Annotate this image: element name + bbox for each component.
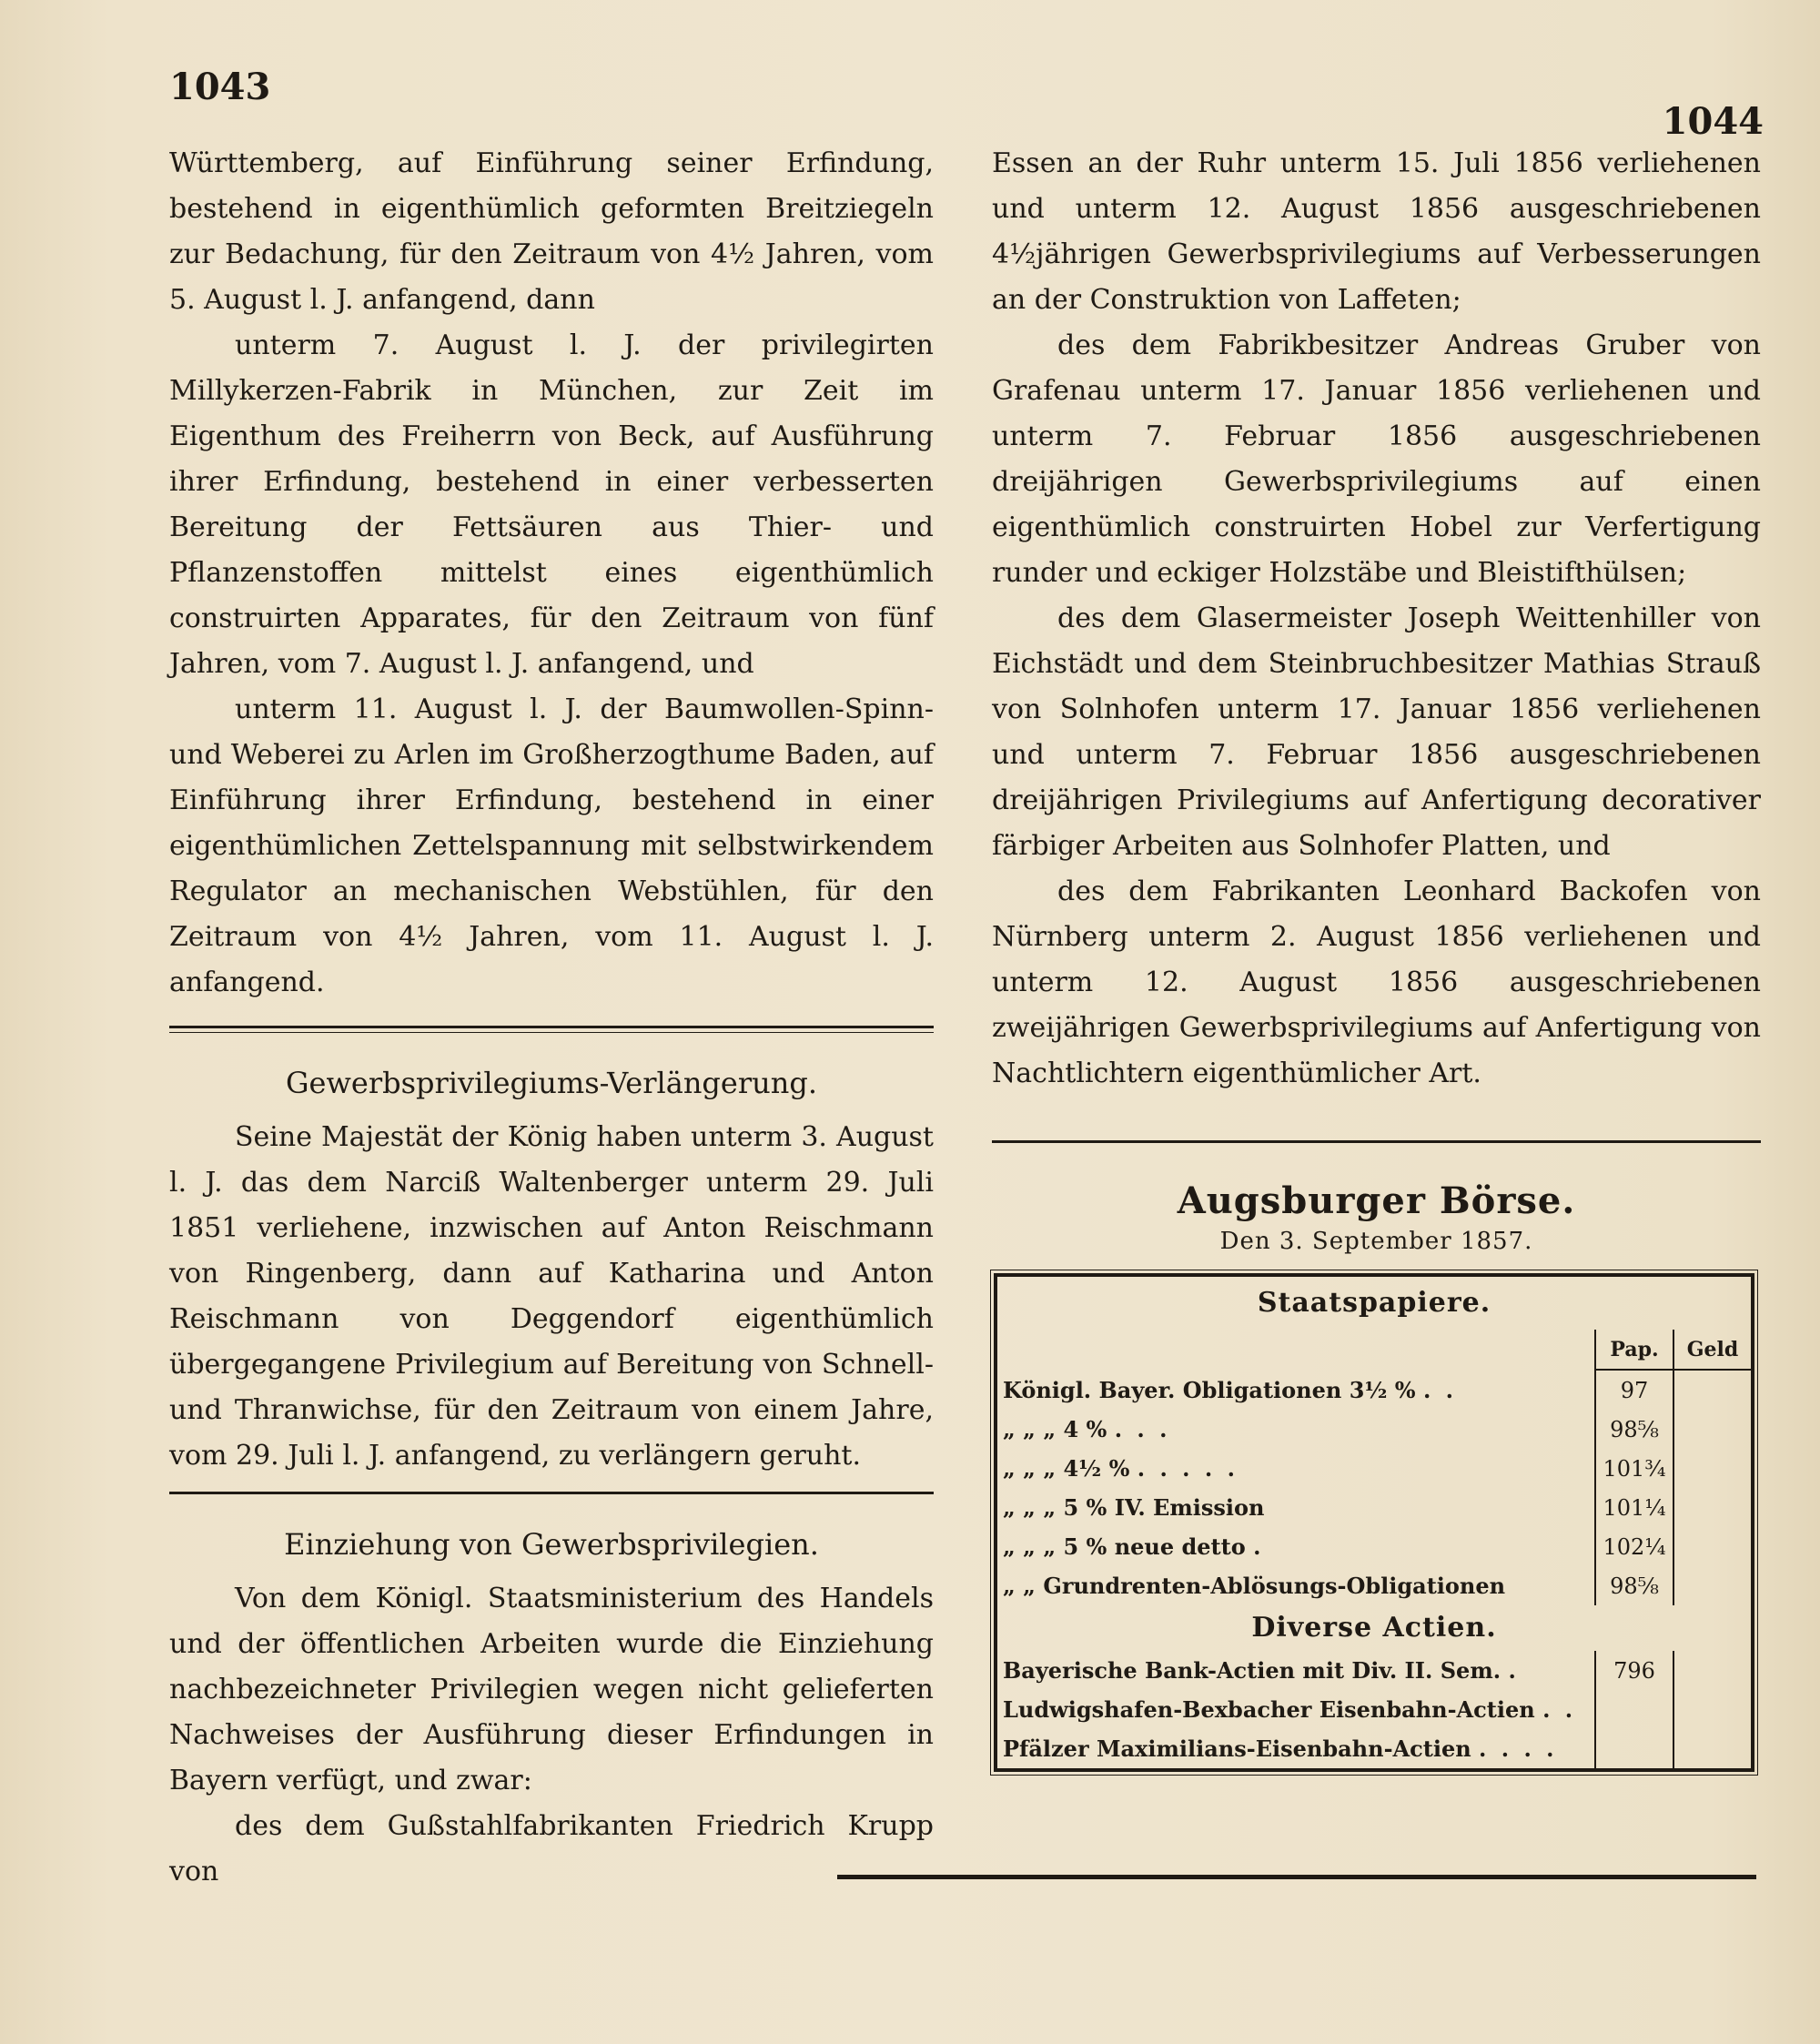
security-name-text: „ „ „ 5 % IV. Emission [1003,1494,1265,1521]
page-number-right: 1044 [1662,100,1764,143]
geld-value [1673,1370,1751,1410]
table-row [997,1370,1751,1410]
security-name-text: Pfälzer Maximilians-Eisenbahn-Actien [1003,1735,1471,1762]
table-row [997,1651,1751,1690]
pap-value: 98⅝ [1595,1410,1673,1449]
security-name [997,1651,1595,1690]
pap-value: 102¼ [1595,1527,1673,1566]
table-row [997,1410,1751,1449]
table-row [997,1566,1751,1605]
pap-value: 101¾ [1595,1449,1673,1488]
pap-value: 98⅝ [1595,1566,1673,1605]
pap-value: 101¼ [1595,1488,1673,1527]
dot-leader: . . [1422,1376,1458,1403]
security-name [997,1410,1595,1449]
geld-value [1673,1690,1751,1729]
pap-value [1595,1690,1673,1729]
geld-value [1673,1488,1751,1527]
security-name [997,1566,1595,1605]
quotation-table-box [994,1273,1754,1772]
geld-value [1673,1527,1751,1566]
left-paragraph-2: unterm 7. August l. J. der privilegirten Millykerzen-Fabrik in München, zur Zeit im Eigenthum des Freiherrn von Beck, auf Ausführung ihrer Erfindung, bestehend in einer verbesserten Bereitung der Fettsäuren aus Thier- und Pflanzenstoffen mittelst eines eigenthümlich construirten Apparates, für den Zeitraum von fünf Jahren, vom 7. August l. J. anfangend, und [169,329,934,680]
left-paragraph-3: unterm 11. August l. J. der Baumwollen-Spinn- und Weberei zu Arlen im Großherzogthume Baden, auf Einführung ihrer Erfindung, bestehend in einer eigenthümlichen Zettelspannung mit selbstwirkendem Regulator an mechanischen Webstühlen, für den Zeitraum von 4½ Jahren, vom 11. August l. J. anfangend. [169,693,934,998]
dot-leader: . . . . [1479,1735,1558,1762]
section-divider-1 [169,1026,934,1033]
col-header-geld: Geld [1673,1330,1751,1370]
geld-value [1673,1449,1751,1488]
left-paragraph-4: Seine Majestät der König haben unterm 3. August l. J. das dem Narciß Waltenberger unterm 29. Juli 1851 verliehene, inzwischen auf Anton Reischmann von Ringenberg, dann auf Katharina und Anton Reischmann von Deggendorf eigenthümlich übergegangene Privilegium auf Bereitung von Schnell- und Thranwichse, für den Zeitraum von einem Jahre, vom 29. Juli l. J. anfangend, zu verlängern geruht. [169,1121,934,1472]
geld-value [1673,1729,1751,1768]
security-name [997,1449,1595,1488]
bottom-rule [837,1875,1756,1879]
security-name [997,1690,1595,1729]
dot-leader: . . . . . [1137,1455,1239,1482]
security-name [997,1527,1595,1566]
col-header-pap: Pap. [1595,1330,1673,1370]
shares-table [997,1651,1751,1768]
security-name-text: „ „ Grundrenten-Ablösungs-Obligationen [1003,1573,1506,1599]
dot-leader: . [1253,1533,1265,1560]
left-column [169,141,934,1895]
exchange-title: Augsburger Börse. [1177,1179,1576,1222]
section-divider-2 [169,1492,934,1494]
right-paragraph-4: des dem Fabrikanten Leonhard Backofen von Nürnberg unterm 2. August 1856 verliehenen und unterm 12. August 1856 ausgeschriebenen zweijährigen Gewerbsprivilegiums auf Anfertigung von Nachtlichtern eigenthümlicher Art. [992,875,1761,1089]
shares-heading: Diverse Actien. [1251,1612,1497,1644]
security-name [997,1370,1595,1410]
table-row [997,1690,1751,1729]
security-name-text: Ludwigshafen-Bexbacher Eisenbahn-Actien [1003,1696,1535,1723]
dot-leader: . . . [1114,1416,1171,1442]
security-name-text: „ „ „ 5 % neue detto [1003,1533,1246,1560]
security-name [997,1488,1595,1527]
security-name-text: Bayerische Bank-Actien mit Div. II. Sem. [1003,1657,1502,1684]
security-name-text: „ „ „ 4 % [1003,1416,1107,1442]
dot-leader: . [1508,1657,1520,1684]
left-paragraph-5: Von dem Königl. Staatsministerium des Handels und der öffentlichen Arbeiten wurde die Einziehung nachbezeichneter Privilegien wegen nicht gelieferten Nachweises der Ausführung dieser Erfindungen in Bayern verfügt, und zwar: [169,1583,934,1796]
right-column [992,141,1761,1772]
security-name-text: Königl. Bayer. Obligationen 3½ % [1003,1376,1416,1403]
security-name [997,1729,1595,1768]
left-paragraph-1: Württemberg, auf Einführung seiner Erfindung, bestehend in eigenthümlich geformten Breitziegeln zur Bedachung, für den Zeitraum von 4½ Jahren, vom 5. August l. J. anfangend, dann [169,147,934,316]
government-bonds-heading: Staatspapiere. [1257,1287,1491,1319]
table-header-row [997,1330,1751,1370]
geld-value [1673,1410,1751,1449]
geld-value [1673,1651,1751,1690]
right-paragraph-2: des dem Fabrikbesitzer Andreas Gruber von Grafenau unterm 17. Januar 1856 verliehenen und unterm 7. Februar 1856 ausgeschriebenen dreijährigen Gewerbsprivilegiums auf einen eigenthümlich construirten Hobel zur Verfertigung runder und eckiger Holzstäbe und Bleistifthülsen; [992,329,1761,589]
pap-value: 796 [1595,1651,1673,1690]
left-paragraph-6: des dem Gußstahlfabrikanten Friedrich Krupp von [169,1810,934,1887]
security-name-text: „ „ „ 4½ % [1003,1455,1130,1482]
table-row [997,1449,1751,1488]
pap-value [1595,1729,1673,1768]
table-row [997,1729,1751,1768]
pap-value: 97 [1595,1370,1673,1410]
heading-privilege-withdrawal: Einziehung von Gewerbsprivilegien. [284,1527,819,1562]
right-paragraph-1: Essen an der Ruhr unterm 15. Juli 1856 verliehenen und unterm 12. August 1856 ausgeschriebenen 4½jährigen Gewerbsprivilegiums auf Verbesserungen an der Construktion von Laffeten; [992,147,1761,316]
exchange-date: Den 3. September 1857. [1219,1228,1533,1255]
section-divider-3 [992,1140,1761,1143]
government-bonds-table [997,1330,1751,1605]
right-paragraph-3: des dem Glasermeister Joseph Weittenhiller von Eichstädt und dem Steinbruchbesitzer Mathias Strauß von Solnhofen unterm 17. Januar 1856 verliehenen und unterm 7. Februar 1856 ausgeschriebenen dreijährigen Privilegiums auf Anfertigung decorativer färbiger Arbeiten aus Solnhofer Platten, und [992,602,1761,862]
geld-value [1673,1566,1751,1605]
page-number-left: 1043 [169,66,271,108]
dot-leader: . . [1542,1696,1577,1723]
table-row [997,1527,1751,1566]
heading-privilege-extension: Gewerbsprivilegiums-Verlängerung. [285,1066,818,1100]
stock-exchange-report [992,1179,1761,1772]
table-row [997,1488,1751,1527]
